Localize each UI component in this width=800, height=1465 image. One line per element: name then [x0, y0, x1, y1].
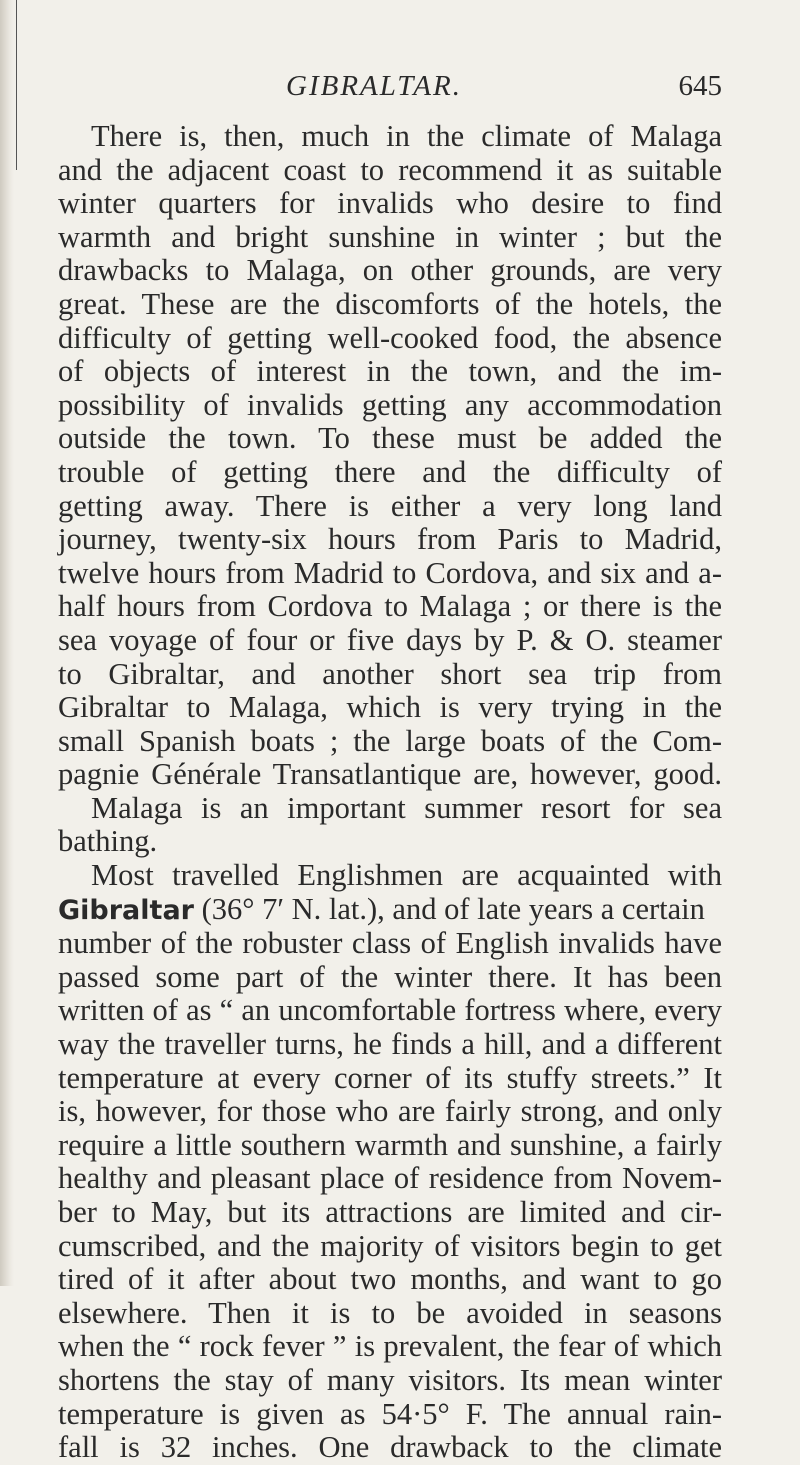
text-line: require a little southern warmth and sunshine, a fairly — [58, 1127, 722, 1162]
text-line: of objects of interest in the town, and the im- — [58, 354, 722, 389]
text-line: when the “ rock fever ” is prevalent, the fear of which — [58, 1329, 722, 1364]
text-line: journey, twenty-six hours from Paris to Madrid, — [58, 522, 722, 557]
running-title: GIBRALTAR. — [286, 70, 462, 102]
text-line-rest: (36° 7′ N. lat.), and of late years a certain — [201, 891, 705, 926]
text-line: There is, then, much in the climate of Malaga — [91, 119, 722, 153]
text-line: twelve hours from Madrid to Cordova, and six and a- — [58, 555, 722, 590]
text-line: small Spanish boats ; the large boats of the Com- — [58, 723, 722, 758]
text-line: pagnie Générale Transatlantique are, however, good. — [58, 757, 722, 792]
text-line: great. These are the discomforts of the hotels, the — [58, 286, 722, 321]
text-line: to Gibraltar, and another short sea trip from — [58, 656, 722, 691]
text-line: Gibraltar to Malaga, which is very trying in the — [58, 690, 722, 725]
text-line: way the traveller turns, he finds a hill, and a different — [58, 1027, 722, 1062]
text-line-with-heading — [58, 893, 722, 928]
page-gutter-shadow — [0, 0, 14, 1286]
text-line: getting away. There is either a very long land — [58, 488, 722, 523]
page-edge-line — [16, 0, 17, 170]
text-line: written of as “ an uncomfortable fortress where, every — [58, 993, 722, 1028]
bold-term-gibraltar: Gibraltar — [58, 894, 194, 926]
text-line: temperature at every corner of its stuffy streets.” It — [58, 1060, 722, 1095]
text-line: healthy and pleasant place of residence from Novem- — [58, 1161, 722, 1196]
text-line: difficulty of getting well-cooked food, the absence — [58, 320, 722, 355]
text-line: half hours from Cordova to Malaga ; or there is the — [58, 589, 722, 624]
text-line: drawbacks to Malaga, on other grounds, are very — [58, 253, 722, 288]
page-number: 645 — [678, 70, 722, 102]
text-line: temperature is given as 54·5° F. The annual rain- — [58, 1396, 722, 1431]
text-line: shortens the stay of many visitors. Its mean winter — [58, 1362, 722, 1397]
text-line: warmth and bright sunshine in winter ; but the — [58, 219, 722, 254]
text-line: winter quarters for invalids who desire to find — [58, 186, 722, 221]
text-line: Malaga is an important summer resort for sea — [91, 790, 722, 825]
text-line: number of the robuster class of English invalids have — [58, 926, 722, 961]
text-line: is, however, for those who are fairly strong, and only — [58, 1094, 722, 1129]
text-line: elsewhere. Then it is to be avoided in seasons — [58, 1295, 722, 1330]
text-line: ber to May, but its attractions are limited and cir- — [58, 1195, 722, 1229]
text-line: tired of it after about two months, and want to go — [58, 1262, 722, 1297]
text-line: outside the town. To these must be added the — [58, 421, 722, 456]
text-line: passed some part of the winter there. It has been — [58, 959, 722, 994]
text-line: Most travelled Englishmen are acquainted with — [91, 858, 722, 893]
text-line: possibility of invalids getting any accommodation — [58, 387, 722, 422]
running-head — [286, 70, 722, 110]
text-line: sea voyage of four or five days by P. & O. steamer — [58, 622, 722, 657]
text-line: bathing. — [58, 824, 158, 859]
text-line: fall is 32 inches. One drawback to the climate — [58, 1430, 722, 1465]
body-text — [58, 120, 722, 1465]
text-line: cumscribed, and the majority of visitors begin to get — [58, 1228, 722, 1263]
text-line: and the adjacent coast to recommend it as suitable — [58, 152, 722, 187]
text-line: trouble of getting there and the difficulty of — [58, 454, 722, 489]
